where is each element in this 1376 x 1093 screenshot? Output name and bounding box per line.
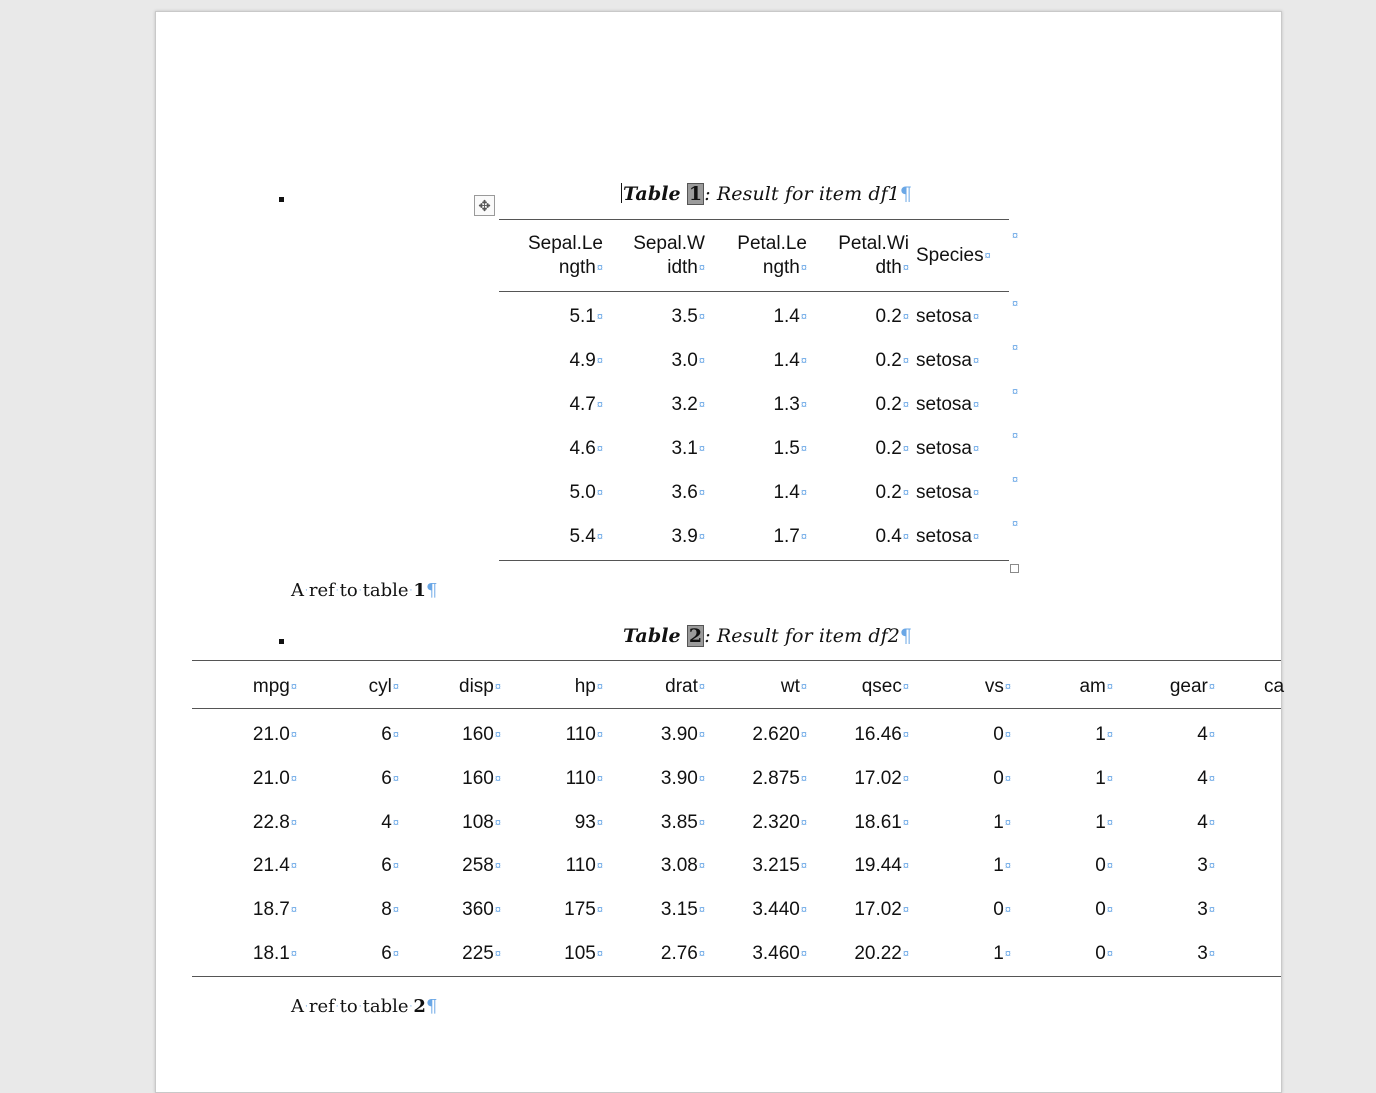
cell-end-mark: ¤ bbox=[698, 355, 705, 367]
cell-end-mark: ¤ bbox=[1106, 681, 1113, 693]
cell-end-mark: ¤ bbox=[902, 904, 909, 916]
cell-end-mark: ¤ bbox=[902, 948, 909, 960]
cell-end-mark: ¤ bbox=[972, 399, 980, 411]
cell-end-mark: ¤ bbox=[1208, 681, 1215, 693]
table2-cell[interactable]: 0¤ bbox=[993, 724, 1011, 745]
cell-end-mark: ¤ bbox=[596, 399, 603, 411]
table1-cell[interactable]: setosa¤ bbox=[916, 350, 980, 371]
space-mark: · bbox=[305, 1002, 308, 1012]
space-mark: · bbox=[358, 1002, 362, 1012]
table2-cell[interactable]: 1¤ bbox=[1095, 724, 1113, 745]
table1-header-cell[interactable]: Petal.Le ngth¤ bbox=[737, 233, 807, 278]
table2-cell[interactable]: 3¤ bbox=[1197, 943, 1215, 964]
table2-cell[interactable]: 0¤ bbox=[1095, 899, 1113, 920]
table-rule bbox=[499, 560, 1009, 561]
table2-cell[interactable]: 0¤ bbox=[1095, 943, 1113, 964]
table2-cell[interactable]: 20.22¤ bbox=[854, 943, 909, 964]
table2-header-cell-truncated[interactable]: ca bbox=[1264, 676, 1285, 697]
cell-end-mark: ¤ bbox=[800, 904, 807, 916]
cell-end-mark: ¤ bbox=[596, 262, 603, 274]
table2-cell[interactable]: 3.90¤ bbox=[660, 724, 705, 745]
cell-end-mark: ¤ bbox=[494, 860, 501, 872]
cell-end-mark: ¤ bbox=[800, 729, 807, 741]
move-icon: ✥ bbox=[478, 197, 491, 215]
table2-header-cell[interactable]: wt¤ bbox=[780, 676, 807, 697]
table2-cell[interactable]: 110¤ bbox=[565, 768, 603, 789]
cell-end-mark: ¤ bbox=[290, 729, 297, 741]
table1-header-cell[interactable]: Sepal.W idth¤ bbox=[633, 233, 705, 278]
cell-end-mark: ¤ bbox=[1004, 817, 1011, 829]
cell-end-mark: ¤ bbox=[698, 399, 705, 411]
table2-cell[interactable]: 18.1¤ bbox=[252, 943, 297, 964]
table1-cell[interactable]: 3.5¤ bbox=[671, 306, 705, 327]
cell-end-mark: ¤ bbox=[902, 860, 909, 872]
cell-end-mark: ¤ bbox=[902, 355, 909, 367]
table1-cell[interactable]: 3.2¤ bbox=[671, 394, 705, 415]
row-end-mark: ¤ bbox=[1012, 474, 1019, 486]
cell-end-mark: ¤ bbox=[392, 904, 399, 916]
cell-end-mark: ¤ bbox=[596, 860, 603, 872]
table1-cell[interactable]: 5.4¤ bbox=[569, 526, 603, 547]
table1-cell[interactable]: 1.4¤ bbox=[773, 350, 807, 371]
cell-end-mark: ¤ bbox=[494, 817, 501, 829]
cell-end-mark: ¤ bbox=[800, 948, 807, 960]
pilcrow-mark: ¶ bbox=[899, 625, 913, 647]
cell-end-mark: ¤ bbox=[698, 681, 705, 693]
table2-cell[interactable]: 258¤ bbox=[462, 855, 501, 876]
table1-cell[interactable]: 1.5¤ bbox=[773, 438, 807, 459]
table2-cell[interactable]: 160¤ bbox=[462, 724, 501, 745]
cell-end-mark: ¤ bbox=[800, 817, 807, 829]
cell-end-mark: ¤ bbox=[1106, 773, 1113, 785]
table2-cell[interactable]: 17.02¤ bbox=[854, 899, 909, 920]
cell-end-mark: ¤ bbox=[902, 487, 909, 499]
table1-cell[interactable]: 1.4¤ bbox=[773, 482, 807, 503]
table2-cell[interactable]: 22.8¤ bbox=[252, 812, 297, 833]
cell-end-mark: ¤ bbox=[902, 531, 909, 543]
table2-cell[interactable]: 19.44¤ bbox=[854, 855, 909, 876]
cell-end-mark: ¤ bbox=[698, 311, 705, 323]
table1-cell[interactable]: 4.7¤ bbox=[569, 394, 603, 415]
table2-cell[interactable]: 3¤ bbox=[1197, 855, 1215, 876]
table2-cell[interactable]: 360¤ bbox=[462, 899, 501, 920]
document-page[interactable] bbox=[155, 11, 1285, 1093]
table2-cell[interactable]: 1¤ bbox=[993, 855, 1011, 876]
table2-cell[interactable]: 225¤ bbox=[462, 943, 501, 964]
table2-cell[interactable]: 3.440¤ bbox=[752, 899, 807, 920]
table2-cell[interactable]: 0¤ bbox=[993, 768, 1011, 789]
table1-header-cell[interactable]: Petal.Wi dth¤ bbox=[838, 233, 909, 278]
table2-cell[interactable]: 0¤ bbox=[1095, 855, 1113, 876]
table2-cell[interactable]: 4¤ bbox=[1197, 768, 1215, 789]
table2-cell[interactable]: 3.215¤ bbox=[752, 855, 807, 876]
cell-end-mark: ¤ bbox=[800, 531, 807, 543]
cell-end-mark: ¤ bbox=[972, 531, 980, 543]
table1-caption-number-field[interactable]: 1 bbox=[688, 183, 703, 205]
table1-cell[interactable]: 3.9¤ bbox=[671, 526, 705, 547]
cell-end-mark: ¤ bbox=[1004, 860, 1011, 872]
table2-cell[interactable]: 4¤ bbox=[1197, 812, 1215, 833]
cell-end-mark: ¤ bbox=[698, 817, 705, 829]
table2-cell[interactable]: 2.76¤ bbox=[660, 943, 705, 964]
cell-end-mark: ¤ bbox=[1208, 948, 1215, 960]
cell-end-mark: ¤ bbox=[1208, 904, 1215, 916]
table2-cell[interactable]: 1¤ bbox=[1095, 768, 1113, 789]
cell-end-mark: ¤ bbox=[596, 355, 603, 367]
cell-end-mark: ¤ bbox=[698, 860, 705, 872]
cell-end-mark: ¤ bbox=[596, 443, 603, 455]
row-end-mark: ¤ bbox=[1012, 518, 1019, 530]
cell-end-mark: ¤ bbox=[290, 860, 297, 872]
table2-cell[interactable]: 6¤ bbox=[381, 768, 399, 789]
space-mark: · bbox=[335, 1002, 339, 1012]
table1-cell[interactable]: 0.2¤ bbox=[875, 306, 909, 327]
table2-reference: A·ref·to·table·2¶ bbox=[291, 996, 438, 1017]
table1-cell[interactable]: setosa¤ bbox=[916, 394, 980, 415]
cell-end-mark: ¤ bbox=[392, 948, 399, 960]
table1-cell[interactable]: 1.3¤ bbox=[773, 394, 807, 415]
cell-end-mark: ¤ bbox=[1106, 817, 1113, 829]
table2-cell[interactable]: 93¤ bbox=[574, 812, 603, 833]
cell-end-mark: ¤ bbox=[698, 531, 705, 543]
cell-end-mark: ¤ bbox=[800, 262, 807, 274]
table1-cell[interactable]: 3.0¤ bbox=[671, 350, 705, 371]
cell-end-mark: ¤ bbox=[596, 948, 603, 960]
table2-cell[interactable]: 17.02¤ bbox=[854, 768, 909, 789]
table2-header-cell[interactable]: disp¤ bbox=[459, 676, 501, 697]
cell-end-mark: ¤ bbox=[1004, 681, 1011, 693]
cell-end-mark: ¤ bbox=[392, 729, 399, 741]
table2-cell[interactable]: 18.7¤ bbox=[252, 899, 297, 920]
cell-end-mark: ¤ bbox=[800, 487, 807, 499]
space-mark: · bbox=[409, 1002, 413, 1012]
cell-end-mark: ¤ bbox=[902, 681, 909, 693]
cell-end-mark: ¤ bbox=[1208, 860, 1215, 872]
cell-end-mark: ¤ bbox=[1106, 729, 1113, 741]
table1-cell[interactable]: 1.4¤ bbox=[773, 306, 807, 327]
table2-cell[interactable]: 21.0¤ bbox=[252, 768, 297, 789]
table2-cell[interactable]: 105¤ bbox=[564, 943, 603, 964]
table2-cell[interactable]: 8¤ bbox=[381, 899, 399, 920]
cell-end-mark: ¤ bbox=[902, 443, 909, 455]
table1-cell[interactable]: 4.9¤ bbox=[569, 350, 603, 371]
table2-cell[interactable]: 110¤ bbox=[565, 724, 603, 745]
table2-cell[interactable]: 4¤ bbox=[1197, 724, 1215, 745]
cell-end-mark: ¤ bbox=[596, 817, 603, 829]
table2-cell[interactable]: 1¤ bbox=[993, 812, 1011, 833]
cell-end-mark: ¤ bbox=[972, 311, 980, 323]
cell-end-mark: ¤ bbox=[902, 262, 909, 274]
table-rule bbox=[499, 219, 1009, 220]
cell-end-mark: ¤ bbox=[290, 817, 297, 829]
cell-end-mark: ¤ bbox=[392, 681, 399, 693]
cell-end-mark: ¤ bbox=[972, 355, 980, 367]
table2-cell[interactable]: 6¤ bbox=[381, 724, 399, 745]
table2-header-cell[interactable]: cyl¤ bbox=[368, 676, 399, 697]
cell-end-mark: ¤ bbox=[902, 817, 909, 829]
table1-cell[interactable]: 0.2¤ bbox=[875, 482, 909, 503]
cell-end-mark: ¤ bbox=[494, 681, 501, 693]
table-rule bbox=[192, 976, 1281, 977]
table2-header-cell[interactable]: vs¤ bbox=[984, 676, 1011, 697]
table1-cell[interactable]: 1.7¤ bbox=[773, 526, 807, 547]
cell-end-mark: ¤ bbox=[494, 773, 501, 785]
table2-cell[interactable]: 18.61¤ bbox=[854, 812, 909, 833]
table1-cell[interactable]: setosa¤ bbox=[916, 526, 980, 547]
table2-cell[interactable]: 160¤ bbox=[462, 768, 501, 789]
table1-cell[interactable]: 5.0¤ bbox=[569, 482, 603, 503]
list-bullet bbox=[279, 639, 284, 644]
table2-cell[interactable]: 3¤ bbox=[1197, 899, 1215, 920]
table2-cell[interactable]: 108¤ bbox=[462, 812, 501, 833]
row-end-mark: ¤ bbox=[1012, 386, 1019, 398]
table2-cell[interactable]: 3.08¤ bbox=[660, 855, 705, 876]
table1-cell[interactable]: 0.2¤ bbox=[875, 438, 909, 459]
table1-header-cell[interactable]: Species¤ bbox=[916, 245, 991, 266]
cell-end-mark: ¤ bbox=[1208, 773, 1215, 785]
table1-cell[interactable]: 0.2¤ bbox=[875, 394, 909, 415]
table-rule bbox=[192, 708, 1281, 709]
cell-end-mark: ¤ bbox=[984, 250, 991, 262]
cell-end-mark: ¤ bbox=[392, 773, 399, 785]
table-rule bbox=[192, 660, 1281, 661]
cell-end-mark: ¤ bbox=[698, 904, 705, 916]
table-rule bbox=[499, 291, 1009, 292]
table1-reference: A·ref·to·table·1¶ bbox=[291, 580, 438, 601]
space-mark: · bbox=[335, 586, 339, 596]
table2-header-cell[interactable]: gear¤ bbox=[1169, 676, 1215, 697]
text-cursor bbox=[621, 183, 622, 203]
cell-end-mark: ¤ bbox=[1004, 773, 1011, 785]
cell-end-mark: ¤ bbox=[596, 311, 603, 323]
table-move-handle[interactable] bbox=[474, 195, 495, 216]
pilcrow-mark: ¶ bbox=[899, 183, 913, 205]
cell-end-mark: ¤ bbox=[972, 443, 980, 455]
cell-end-mark: ¤ bbox=[1106, 948, 1113, 960]
cell-end-mark: ¤ bbox=[800, 399, 807, 411]
cell-end-mark: ¤ bbox=[1208, 729, 1215, 741]
table1-cell[interactable]: 4.6¤ bbox=[569, 438, 603, 459]
cell-end-mark: ¤ bbox=[596, 681, 603, 693]
cell-end-mark: ¤ bbox=[800, 443, 807, 455]
cell-end-mark: ¤ bbox=[596, 487, 603, 499]
cell-end-mark: ¤ bbox=[392, 817, 399, 829]
cell-end-mark: ¤ bbox=[290, 773, 297, 785]
cell-end-mark: ¤ bbox=[800, 860, 807, 872]
cell-end-mark: ¤ bbox=[698, 948, 705, 960]
table2-cell[interactable]: 2.320¤ bbox=[752, 812, 807, 833]
table2-cell[interactable]: 3.90¤ bbox=[660, 768, 705, 789]
table1-cell[interactable]: 0.2¤ bbox=[875, 350, 909, 371]
table2-cell[interactable]: 175¤ bbox=[564, 899, 603, 920]
cell-end-mark: ¤ bbox=[290, 948, 297, 960]
table2-header-cell[interactable]: am¤ bbox=[1079, 676, 1113, 697]
table2-cell[interactable]: 110¤ bbox=[565, 855, 603, 876]
cell-end-mark: ¤ bbox=[800, 681, 807, 693]
table2-cell[interactable]: 2.620¤ bbox=[752, 724, 807, 745]
table1-cell[interactable]: setosa¤ bbox=[916, 306, 980, 327]
cell-end-mark: ¤ bbox=[698, 773, 705, 785]
table2-caption-number-field[interactable]: 2 bbox=[688, 625, 703, 647]
cell-end-mark: ¤ bbox=[1004, 904, 1011, 916]
cell-end-mark: ¤ bbox=[902, 729, 909, 741]
table2-cell[interactable]: 1¤ bbox=[1095, 812, 1113, 833]
table1-caption[interactable]: Table 1 : Result for item df1¶ bbox=[623, 183, 913, 205]
cell-end-mark: ¤ bbox=[290, 681, 297, 693]
table1-cell[interactable]: setosa¤ bbox=[916, 482, 980, 503]
table1-cell[interactable]: setosa¤ bbox=[916, 438, 980, 459]
cell-end-mark: ¤ bbox=[392, 860, 399, 872]
row-end-mark: ¤ bbox=[1012, 430, 1019, 442]
table2-cell[interactable]: 6¤ bbox=[381, 943, 399, 964]
cell-end-mark: ¤ bbox=[698, 262, 705, 274]
cell-end-mark: ¤ bbox=[596, 531, 603, 543]
table2-cell[interactable]: 3.85¤ bbox=[660, 812, 705, 833]
cell-end-mark: ¤ bbox=[698, 729, 705, 741]
cell-end-mark: ¤ bbox=[596, 729, 603, 741]
table1-header-cell[interactable]: Sepal.Le ngth¤ bbox=[527, 233, 603, 278]
table2-header-cell[interactable]: mpg¤ bbox=[252, 676, 297, 697]
table2-cell[interactable]: 4¤ bbox=[381, 812, 399, 833]
table2-cell[interactable]: 0¤ bbox=[993, 899, 1011, 920]
cell-end-mark: ¤ bbox=[800, 311, 807, 323]
table2-cell[interactable]: 1¤ bbox=[993, 943, 1011, 964]
space-mark: · bbox=[358, 586, 362, 596]
cell-end-mark: ¤ bbox=[902, 399, 909, 411]
table2-header-cell[interactable]: drat¤ bbox=[665, 676, 705, 697]
space-mark: · bbox=[305, 586, 308, 596]
cell-end-mark: ¤ bbox=[800, 355, 807, 367]
table1-cell[interactable]: 3.6¤ bbox=[671, 482, 705, 503]
cell-end-mark: ¤ bbox=[1004, 729, 1011, 741]
cell-end-mark: ¤ bbox=[290, 904, 297, 916]
table1-cell[interactable]: 0.4¤ bbox=[875, 526, 909, 547]
table2-cell[interactable]: 21.4¤ bbox=[252, 855, 297, 876]
list-bullet bbox=[279, 197, 284, 202]
cell-end-mark: ¤ bbox=[494, 904, 501, 916]
cell-end-mark: ¤ bbox=[494, 729, 501, 741]
cell-end-mark: ¤ bbox=[902, 773, 909, 785]
cell-end-mark: ¤ bbox=[800, 773, 807, 785]
cell-end-mark: ¤ bbox=[1106, 860, 1113, 872]
row-end-mark: ¤ bbox=[1012, 298, 1019, 310]
table2-header-cell[interactable]: qsec¤ bbox=[861, 676, 909, 697]
table2-cell[interactable]: 3.460¤ bbox=[752, 943, 807, 964]
cell-end-mark: ¤ bbox=[698, 487, 705, 499]
cell-end-mark: ¤ bbox=[494, 948, 501, 960]
table2-cell[interactable]: 16.46¤ bbox=[854, 724, 909, 745]
cell-end-mark: ¤ bbox=[972, 487, 980, 499]
cell-end-mark: ¤ bbox=[596, 773, 603, 785]
cell-end-mark: ¤ bbox=[902, 311, 909, 323]
cell-end-mark: ¤ bbox=[698, 443, 705, 455]
row-end-mark: ¤ bbox=[1012, 342, 1019, 354]
table-resize-handle[interactable] bbox=[1010, 564, 1019, 573]
table2-header-cell[interactable]: hp¤ bbox=[574, 676, 603, 697]
space-mark: · bbox=[409, 586, 413, 596]
cell-end-mark: ¤ bbox=[1004, 948, 1011, 960]
table2-cell[interactable]: 3.15¤ bbox=[660, 899, 705, 920]
cell-end-mark: ¤ bbox=[1106, 904, 1113, 916]
row-end-mark: ¤ bbox=[1012, 230, 1019, 242]
table2-cell[interactable]: 2.875¤ bbox=[752, 768, 807, 789]
cell-end-mark: ¤ bbox=[596, 904, 603, 916]
table1-cell[interactable]: 5.1¤ bbox=[569, 306, 603, 327]
table2-cell[interactable]: 6¤ bbox=[381, 855, 399, 876]
table2-cell[interactable]: 21.0¤ bbox=[252, 724, 297, 745]
cell-end-mark: ¤ bbox=[1208, 817, 1215, 829]
table1-cell[interactable]: 3.1¤ bbox=[671, 438, 705, 459]
table2-caption[interactable]: Table 2 : Result for item df2¶ bbox=[623, 625, 913, 647]
